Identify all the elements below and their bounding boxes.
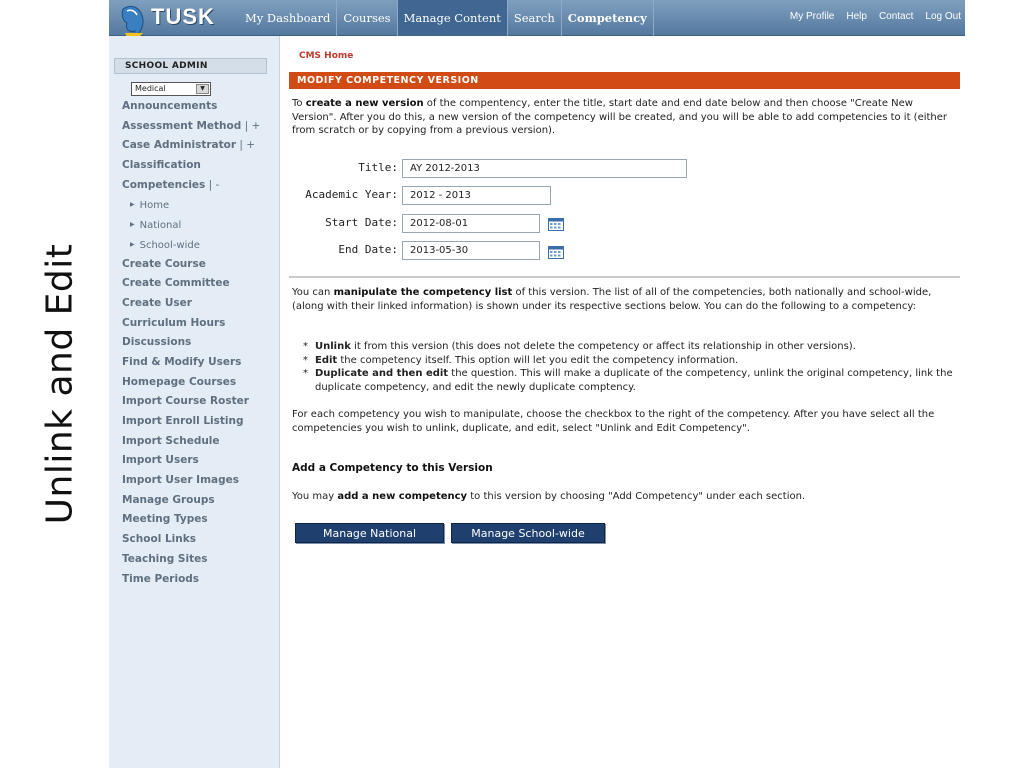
nav-log-out[interactable]: Log Out (925, 11, 961, 22)
sidebar-item-label: Competencies (122, 178, 206, 191)
chevron-down-icon[interactable]: ▼ (196, 84, 209, 94)
sidebar-item-classification[interactable] (122, 156, 278, 176)
action-bullets (303, 340, 953, 394)
year-row (289, 186, 398, 206)
tusk-logo[interactable] (115, 0, 239, 40)
sidebar-subitem-home[interactable] (122, 195, 278, 215)
sidebar-item-case-administrator[interactable] (122, 136, 278, 156)
slide-caption: Unlink and Edit (39, 243, 81, 525)
manipulate-text: of this version. The list of all of the competencies, both nationally and school-wide, (along with their linked information) is shown under its respective sections below. You can do the following to a competency: (292, 287, 932, 312)
sidebar-menu (122, 97, 278, 589)
sidebar-item-time-periods[interactable]: Time Periods (122, 572, 200, 585)
sidebar-item-label: National (139, 219, 182, 231)
sidebar-item-teaching-sites[interactable]: Teaching Sites (122, 552, 208, 565)
sidebar-item-find-modify-users[interactable]: Find & Modify Users (122, 355, 242, 368)
bullet-star: * (303, 341, 308, 352)
sidebar-item-label: School-wide (139, 239, 200, 251)
nav-competency[interactable]: Competency (562, 0, 654, 36)
sidebar-item-discussions[interactable]: Discussions (122, 336, 192, 349)
bullet-bold: Edit (315, 354, 338, 366)
calendar-icon[interactable] (548, 218, 564, 231)
add-bold: add a new competency (337, 491, 468, 502)
sidebar-item-import-schedule[interactable]: Import Schedule (122, 434, 220, 447)
bullet-bold: Duplicate and then edit (315, 368, 449, 379)
sidebar-item-label: Announcements (122, 100, 218, 112)
sidebar-item-import-users[interactable]: Import Users (122, 454, 199, 467)
end-date-label: End Date: (338, 243, 398, 256)
sidebar-item-label: Classification (122, 159, 201, 172)
bullet-star: * (303, 368, 308, 379)
sidebar-subitem-school-wide[interactable] (122, 235, 278, 255)
add-competency-paragraph (292, 490, 958, 504)
bullet-text: it from this version (this does not delete the competency or affect its relationship in other versions). (350, 341, 856, 352)
title-row (289, 159, 398, 179)
sidebar-item-manage-groups[interactable]: Manage Groups (122, 493, 215, 506)
manipulate-text: You can (292, 287, 334, 298)
sidebar-item-label: Assessment Method (122, 119, 242, 132)
triangle-right-icon: ▶ (130, 221, 135, 229)
sidebar-item-import-user-images[interactable]: Import User Images (122, 474, 239, 487)
add-text: You may (292, 491, 338, 502)
sidebar-item-label: Home (139, 200, 170, 212)
bullet-star: * (303, 354, 308, 366)
sidebar-item-competencies[interactable] (122, 176, 278, 196)
sidebar-item-create-committee[interactable]: Create Committee (122, 277, 230, 290)
sidebar-item-label: Case Administrator (122, 139, 237, 152)
end-date-input[interactable]: 2013-05-30 (402, 241, 540, 260)
manage-national-button[interactable]: Manage National (295, 523, 444, 543)
sidebar-item-create-user[interactable]: Create User (122, 296, 192, 309)
section-divider (289, 276, 960, 278)
sidebar-item-curriculum-hours[interactable]: Curriculum Hours (122, 316, 226, 329)
school-select[interactable] (131, 82, 211, 96)
nav-my-profile[interactable]: My Profile (789, 11, 835, 22)
sidebar-item-announcements[interactable] (122, 97, 278, 117)
top-nav-bar (109, 0, 965, 36)
bullet-bold: Unlink (315, 341, 351, 352)
nav-contact[interactable]: Contact (878, 11, 914, 22)
nav-search[interactable]: Search (508, 0, 562, 36)
sidebar-item-assessment-method[interactable] (122, 117, 278, 137)
sidebar-item-meeting-types[interactable]: Meeting Types (122, 513, 208, 526)
intro-bold: create a new version (305, 98, 424, 109)
breadcrumb[interactable]: CMS Home (299, 51, 354, 61)
school-select-value: Medical (135, 84, 166, 93)
for-each-paragraph: For each competency you wish to manipulate, choose the checkbox to the right of the competency. After you have select all the competencies you wish to unlink, duplicate, and edit, select "Unlink and Edit Competency". (292, 409, 935, 434)
start-date-row (289, 214, 398, 234)
sidebar-item-create-course[interactable]: Create Course (122, 257, 206, 270)
start-date-label: Start Date: (325, 216, 398, 229)
sidebar-item-import-course-roster[interactable]: Import Course Roster (122, 395, 249, 408)
sidebar-header: SCHOOL ADMIN (114, 58, 267, 74)
nav-my-dashboard[interactable]: My Dashboard (239, 0, 337, 36)
logo-text: TUSK (151, 4, 215, 29)
triangle-right-icon: ▶ (130, 201, 135, 209)
bullet-unlink (303, 340, 953, 354)
collapse-toggle[interactable]: | - (205, 178, 220, 191)
tusk-app (109, 0, 965, 768)
user-nav (790, 0, 961, 36)
manage-school-wide-button[interactable]: Manage School-wide (451, 523, 605, 543)
academic-year-input[interactable]: 2012 - 2013 (402, 186, 551, 205)
intro-text: To (292, 98, 306, 109)
calendar-icon[interactable] (548, 246, 564, 259)
section-title: MODIFY COMPETENCY VERSION (289, 72, 960, 89)
bullet-text: the competency itself. This option will let you edit the competency information. (337, 354, 739, 366)
add-competency-heading: Add a Competency to this Version (292, 462, 493, 474)
nav-courses[interactable]: Courses (337, 0, 397, 36)
intro-text: of the compentency, enter the title, start date and end date below and then choose "Create New Version". After you do this, a new version of the competency will be created, and you will be able to add competencies to it (either from scratch or by copying from a previous version). (292, 98, 948, 136)
intro-paragraph (292, 97, 958, 138)
manipulate-paragraph (292, 286, 958, 313)
expand-toggle[interactable]: | + (236, 139, 256, 152)
bullet-duplicate (303, 367, 953, 394)
nav-help[interactable]: Help (846, 11, 867, 22)
expand-toggle[interactable]: | + (241, 119, 261, 132)
sidebar-item-school-links[interactable]: School Links (122, 533, 196, 546)
manipulate-bold: manipulate the competency list (333, 287, 513, 298)
academic-year-label: Academic Year: (305, 188, 398, 201)
title-label: Title: (358, 161, 398, 174)
sidebar-subitem-national[interactable] (122, 215, 278, 235)
start-date-input[interactable]: 2012-08-01 (402, 214, 540, 233)
sidebar-item-import-enroll-listing[interactable]: Import Enroll Listing (122, 415, 244, 427)
bullet-text: the question. This will make a duplicate of the competency, unlink the original competency, link the duplicate competency, and edit the newly duplicate comptency. (315, 368, 953, 393)
admin-sidebar (109, 36, 280, 768)
main-nav (239, 0, 654, 36)
sidebar-item-homepage-courses[interactable]: Homepage Courses (122, 375, 237, 388)
add-text: to this version by choosing "Add Competency" under each section. (467, 491, 806, 502)
bullet-edit (303, 354, 953, 368)
nav-manage-content[interactable]: Manage Content (398, 0, 508, 36)
triangle-right-icon: ▶ (130, 240, 135, 248)
title-input[interactable]: AY 2012-2013 (402, 159, 687, 178)
end-date-row (289, 241, 398, 261)
main-content (289, 36, 960, 768)
tusk-bird-icon (119, 3, 153, 39)
